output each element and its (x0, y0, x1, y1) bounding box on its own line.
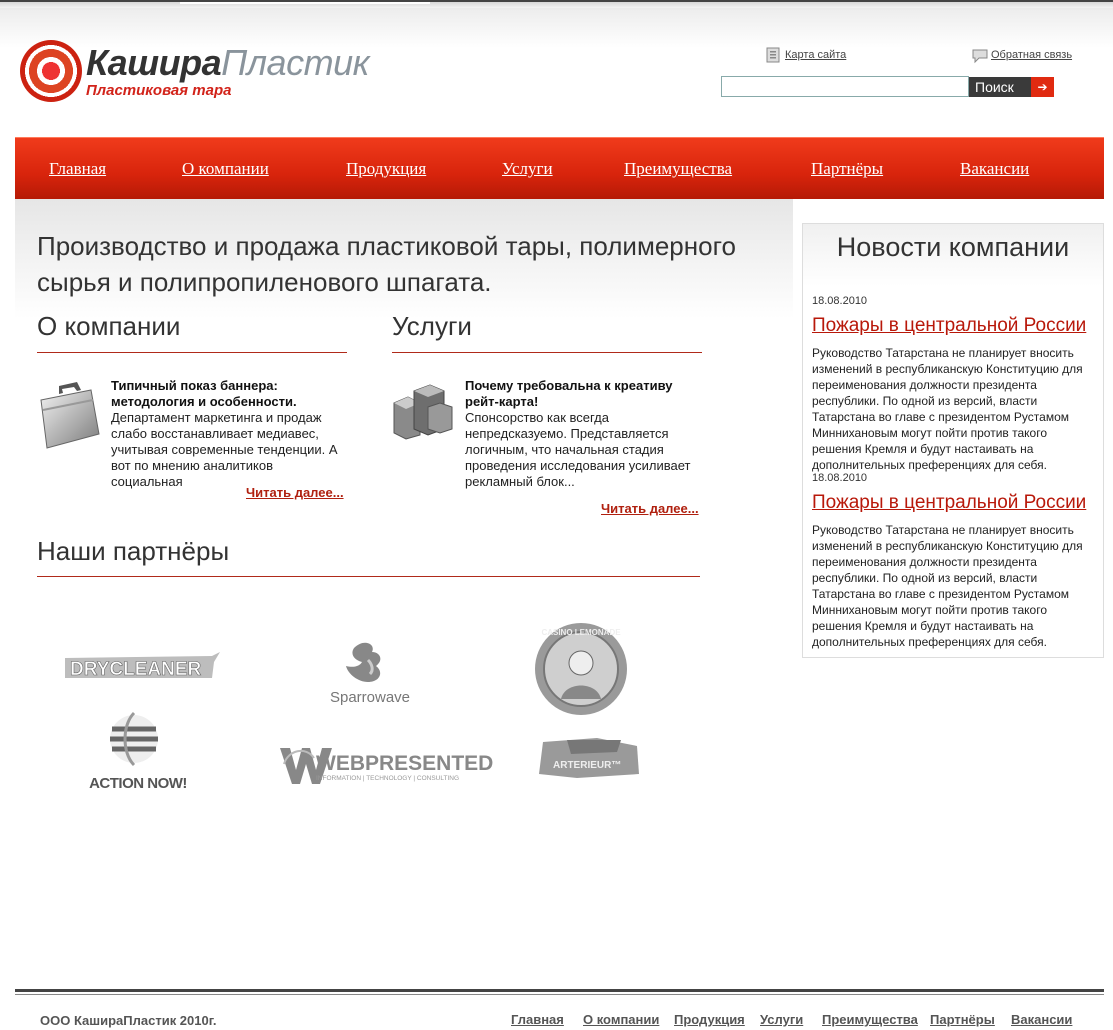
partner-logo-drycleaner[interactable] (62, 650, 222, 684)
partner-logo-webpresented[interactable] (276, 740, 494, 788)
services-item-text: Спонсорство как всегда непредсказуемо. Представляется логичным, что начальная стадия проведения исследования усиливает рекламный блок... (465, 410, 691, 489)
arrow-right-icon: ➔ (1037, 80, 1048, 94)
footer-nav-advantages[interactable]: Преимущества (822, 1012, 918, 1027)
top-strip (0, 0, 1113, 8)
feedback-link[interactable]: Обратная связь (971, 46, 1072, 64)
news-panel (802, 223, 1104, 658)
nav-partners[interactable]: Партнёры (811, 159, 884, 178)
search-input[interactable] (721, 76, 969, 97)
services-heading: Услуги (392, 311, 472, 341)
logo-name-part2: Пластик (221, 42, 370, 83)
cubes-icon (390, 377, 454, 441)
news-text: Руководство Татарстана не планирует вносить изменений в республиканскую Конституцию для переименования должности президента республики. По одной из версий, власти Татарстана во главе с президентом Рустамом Миннихановым могут пойти против такого решения Кремля и будут настаивать на дополнительных преференциях для себя. (812, 523, 1083, 649)
logo-ring-icon (20, 40, 82, 102)
partner-logo-sparrowave[interactable] (324, 638, 416, 708)
news-title-link[interactable]: Пожары в центральной России (812, 492, 1087, 513)
partner-logo-subtext: INFORMATION | TECHNOLOGY | CONSULTING (316, 775, 460, 782)
footer-nav-partners[interactable]: Партнёры (930, 1012, 995, 1027)
footer-nav-home[interactable]: Главная (511, 1012, 564, 1027)
news-title-link[interactable]: Пожары в центральной России (812, 315, 1087, 336)
partners-heading: Наши партнёры (37, 536, 230, 566)
logo-name-part1: Кашира (86, 42, 222, 83)
search-go-button[interactable] (1031, 77, 1054, 97)
partner-logo-text: WEBPRESENTED (316, 752, 494, 775)
page-headline: Производство и продажа пластиковой тары, полимерного сырья и полипропиленового шпагата. (37, 231, 736, 297)
nav-about[interactable]: О компании (182, 159, 269, 178)
main-nav (15, 137, 1104, 199)
partner-logo-arterieur[interactable] (537, 736, 641, 780)
nav-products[interactable]: Продукция (346, 159, 427, 178)
site-logo[interactable] (20, 38, 420, 108)
nav-vacancies[interactable]: Вакансии (960, 159, 1030, 178)
news-date: 18.08.2010 (812, 472, 868, 484)
footer-nav-services[interactable]: Услуги (760, 1012, 804, 1027)
nav-services[interactable]: Услуги (502, 159, 553, 178)
partners-rule (37, 576, 700, 577)
services-readmore-link[interactable]: Читать далее... (601, 501, 699, 516)
logo-tagline: Пластиковая тара (86, 82, 232, 99)
services-item-title[interactable]: Почему требовальна к креативу рейт-карта! (465, 378, 673, 409)
partner-logo-text: ARTERIEUR™ (553, 760, 622, 771)
about-item-title[interactable]: Типичный показ баннера: методология и особенности. (111, 378, 297, 409)
about-readmore-link[interactable]: Читать далее... (246, 485, 344, 500)
partner-logo-text: CASINO LEMONADE (541, 628, 621, 637)
sitemap-icon (765, 46, 783, 64)
nav-home[interactable]: Главная (49, 159, 107, 178)
partner-logo-text: ACTION NOW! (89, 775, 187, 792)
footer-divider (15, 989, 1104, 992)
news-date: 18.08.2010 (812, 295, 868, 307)
news-heading: Новости компании (836, 232, 1070, 262)
feedback-icon (971, 46, 989, 64)
search-button[interactable]: Поиск (969, 77, 1031, 97)
sitemap-link[interactable]: Карта сайта (765, 46, 846, 64)
about-item-text: Департамент маркетинга и продаж слабо восстанавливает медиавес, учитывая современные тенденции. А вот по мнению аналитиков социальная (111, 410, 338, 489)
footer-nav-vacancies[interactable]: Вакансии (1011, 1012, 1073, 1027)
about-heading: О компании (37, 311, 181, 341)
partner-logo-casino-lemonade[interactable] (533, 621, 629, 717)
partner-logo-action-now[interactable] (88, 707, 188, 793)
partner-logo-text: Sparrowave (329, 689, 411, 706)
about-rule (37, 352, 347, 353)
services-rule (392, 352, 702, 353)
footer-copyright: ООО КашираПластик 2010г. (40, 1013, 217, 1028)
news-text: Руководство Татарстана не планирует вносить изменений в республиканскую Конституцию для переименования должности президента республики. По одной из версий, власти Татарстана во главе с президентом Рустамом Миннихановым могут пойти против такого решения Кремля и будут настаивать на дополнительных преференциях для себя. (812, 346, 1083, 472)
footer-nav-about[interactable]: О компании (583, 1012, 660, 1027)
nav-advantages[interactable]: Преимущества (624, 159, 733, 178)
footer-nav-products[interactable]: Продукция (674, 1012, 745, 1027)
briefcase-icon (37, 376, 103, 452)
partner-logo-text: DRYCLEANER (70, 659, 202, 680)
